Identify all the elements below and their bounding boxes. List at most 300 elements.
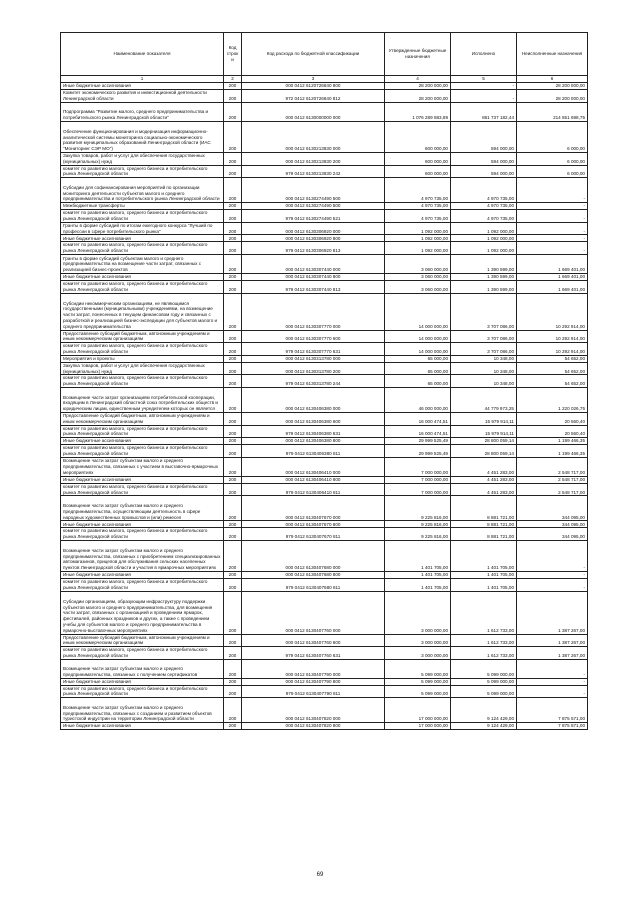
table-row xyxy=(61,203,588,210)
row-budget-code: 979 0412 6130407760 631 xyxy=(242,647,385,660)
row-unexecuted-amount: 54 652,00 xyxy=(517,362,588,375)
table-row xyxy=(61,457,588,476)
row-budget-code: 000 0412 6130307440 000 xyxy=(242,254,385,273)
row-indicator-name: комитет по развитию малого, среднего бизнеса и потребительского рынка Ленинградской области xyxy=(61,528,224,541)
row-budget-code: 000 0412 6130406380 600 xyxy=(242,412,385,425)
row-indicator-name: Возмещение части затрат организациям потребительской кооперации, входящим в Ленинградский областной союз потребительских обществ и юридическим лицам, единственным учредителем которых он является xyxy=(61,387,224,412)
row-executed-amount: 5 099 000,00 xyxy=(451,659,517,678)
table-row xyxy=(61,723,588,730)
row-budget-code: 000 0412 6120726840 800 xyxy=(242,83,385,90)
row-approved-amount: 4 970 735,00 xyxy=(385,210,451,223)
table-row xyxy=(61,90,588,103)
row-approved-amount: 14 000 000,00 xyxy=(385,293,451,330)
row-unexecuted-amount: 1 669 401,00 xyxy=(517,273,588,280)
row-executed-amount: 1 390 599,00 xyxy=(451,280,517,293)
row-budget-code: 000 0412 6130407680 000 xyxy=(242,540,385,571)
row-unexecuted-amount: 1 199 466,35 xyxy=(517,445,588,458)
row-unexecuted-amount: 7 875 571,00 xyxy=(517,723,588,730)
row-budget-code: 979 0412 6130406410 811 xyxy=(242,483,385,496)
row-budget-code: 979 0412 6130213830 242 xyxy=(242,165,385,178)
row-approved-amount: 1 076 289 883,89 xyxy=(385,103,451,122)
row-line-code: 200 xyxy=(224,83,242,90)
row-budget-code: 979 0412 6130406380 631 xyxy=(242,425,385,438)
row-executed-amount: 1 092 000,00 xyxy=(451,235,517,242)
row-budget-code: 000 0412 6130406410 800 xyxy=(242,476,385,483)
row-budget-code: 000 0412 6130407670 000 xyxy=(242,496,385,521)
row-indicator-name: Субсидии организациям, образующим инфраструктуру поддержки субъектов малого и среднего предпринимательства, для возмещения части затрат, связанных с организацией и проведением ярмарок, фестивалей, районных праздников и других, а также с проведением учебы для субъектов малого и среднего предпринимательства в ярмарочно-выставочных мероприятиях xyxy=(61,591,224,634)
row-approved-amount: 7 000 000,00 xyxy=(385,457,451,476)
row-indicator-name: Иные бюджетные ассигнования xyxy=(61,235,224,242)
row-budget-code: 979 0412 6130307440 813 xyxy=(242,280,385,293)
row-unexecuted-amount: - xyxy=(517,222,588,235)
row-unexecuted-amount: - xyxy=(517,571,588,578)
row-line-code: 200 xyxy=(224,242,242,255)
column-number: 4 xyxy=(385,76,451,83)
row-approved-amount: 29 999 525,49 xyxy=(385,445,451,458)
row-indicator-name: комитет по развитию малого, среднего бизнеса и потребительского рынка Ленинградской области xyxy=(61,343,224,356)
table-row xyxy=(61,496,588,521)
table-row xyxy=(61,165,588,178)
row-executed-amount: 8 881 721,00 xyxy=(451,528,517,541)
column-number: 6 xyxy=(517,76,588,83)
row-budget-code: 000 0412 6130313780 200 xyxy=(242,362,385,375)
table-row xyxy=(61,540,588,571)
table-row xyxy=(61,445,588,458)
row-line-code: 200 xyxy=(224,647,242,660)
row-executed-amount: 9 124 429,00 xyxy=(451,698,517,723)
row-executed-amount: 3 707 086,00 xyxy=(451,293,517,330)
row-indicator-name: Предоставление субсидий бюджетным, автономным учреждениям и иным некоммерческим организациям xyxy=(61,412,224,425)
row-approved-amount: 17 000 000,00 xyxy=(385,698,451,723)
row-approved-amount: 17 000 000,00 xyxy=(385,723,451,730)
row-line-code: 200 xyxy=(224,483,242,496)
row-indicator-name: Иные бюджетные ассигнования xyxy=(61,571,224,578)
row-budget-code: 000 0412 6130407820 800 xyxy=(242,723,385,730)
table-row xyxy=(61,659,588,678)
row-budget-code: 000 0412 6130213830 000 xyxy=(242,122,385,153)
row-indicator-name: Межбюджетные трансферты xyxy=(61,203,224,210)
table-row xyxy=(61,222,588,235)
row-budget-code: 000 0412 6130307440 800 xyxy=(242,273,385,280)
row-approved-amount: 3 060 000,00 xyxy=(385,280,451,293)
row-indicator-name: Возмещение части затрат субъектам малого и среднего предпринимательства, связанных с участием в выставочно-ярмарочных мероприятиях xyxy=(61,457,224,476)
row-unexecuted-amount: 20 560,40 xyxy=(517,425,588,438)
row-unexecuted-amount: 28 200 000,00 xyxy=(517,90,588,103)
row-executed-amount: 4 970 735,00 xyxy=(451,203,517,210)
row-approved-amount: 1 092 000,00 xyxy=(385,235,451,242)
row-executed-amount: - xyxy=(451,83,517,90)
row-executed-amount: 1 390 599,00 xyxy=(451,273,517,280)
row-line-code: 200 xyxy=(224,521,242,528)
row-budget-code: 979 0412 6130407680 811 xyxy=(242,578,385,591)
table-row xyxy=(61,242,588,255)
row-approved-amount: 1 401 705,00 xyxy=(385,571,451,578)
row-approved-amount: 3 060 000,00 xyxy=(385,273,451,280)
header-unexecuted: Неисполненные назначения xyxy=(517,33,588,76)
row-unexecuted-amount: 2 548 717,00 xyxy=(517,483,588,496)
row-budget-code: 000 0412 6130407680 800 xyxy=(242,571,385,578)
table-row xyxy=(61,521,588,528)
row-budget-code: 000 0412 6130406410 000 xyxy=(242,457,385,476)
row-executed-amount: 594 000,00 xyxy=(451,165,517,178)
table-body xyxy=(61,83,588,730)
row-budget-code: 979 0412 6130313780 244 xyxy=(242,375,385,388)
row-approved-amount: 28 200 000,00 xyxy=(385,90,451,103)
row-line-code: 200 xyxy=(224,222,242,235)
row-unexecuted-amount: - xyxy=(517,178,588,203)
row-indicator-name: Субсидии некоммерческим организациям, не являющимся государственными (муниципальными) учреждениями, на возмещение части затрат, понесенных в текущем финансовом году и связанных с разработкой и реализацией бизнес-экспедиции для субъектов малого и среднего предпринимательства xyxy=(61,293,224,330)
row-line-code: 200 xyxy=(224,90,242,103)
row-unexecuted-amount: - xyxy=(517,578,588,591)
row-unexecuted-amount: 1 669 401,00 xyxy=(517,254,588,273)
row-approved-amount: 9 225 816,00 xyxy=(385,496,451,521)
table-header-row xyxy=(61,33,588,76)
table-row xyxy=(61,235,588,242)
row-executed-amount: 1 612 733,00 xyxy=(451,647,517,660)
row-unexecuted-amount: 6 000,00 xyxy=(517,122,588,153)
row-approved-amount: 7 000 000,00 xyxy=(385,476,451,483)
table-row xyxy=(61,634,588,647)
row-indicator-name: комитет по развитию малого, среднего бизнеса и потребительского рынка Ленинградской области xyxy=(61,425,224,438)
row-executed-amount: 861 737 182,44 xyxy=(451,103,517,122)
row-line-code: 200 xyxy=(224,476,242,483)
row-unexecuted-amount: 344 095,00 xyxy=(517,528,588,541)
row-indicator-name: Обеспечение функционирования и модернизация информационно-аналитической системы мониторинга социально-экономического развития муниципальных образований Ленинградской области (ИАС "Мониторинг СЭР МО") xyxy=(61,122,224,153)
row-executed-amount: 4 451 283,00 xyxy=(451,457,517,476)
row-line-code: 200 xyxy=(224,178,242,203)
row-executed-amount: 1 401 705,00 xyxy=(451,571,517,578)
row-unexecuted-amount: 1 199 466,35 xyxy=(517,438,588,445)
row-unexecuted-amount: - xyxy=(517,235,588,242)
row-executed-amount: 1 401 705,00 xyxy=(451,540,517,571)
table-row xyxy=(61,387,588,412)
table-row xyxy=(61,178,588,203)
table-row xyxy=(61,578,588,591)
row-indicator-name: Мероприятия и проекты xyxy=(61,355,224,362)
header-executed: Исполнено xyxy=(451,33,517,76)
row-indicator-name: комитет по развитию малого, среднего бизнеса и потребительского рынка Ленинградской области xyxy=(61,242,224,255)
table-row xyxy=(61,698,588,723)
row-budget-code: 000 0412 6130406380 000 xyxy=(242,387,385,412)
row-budget-code: 979 0412 6130306920 813 xyxy=(242,242,385,255)
row-executed-amount: 10 348,00 xyxy=(451,375,517,388)
row-indicator-name: Иные бюджетные ассигнования xyxy=(61,521,224,528)
row-unexecuted-amount: - xyxy=(517,540,588,571)
row-approved-amount: 4 970 735,00 xyxy=(385,178,451,203)
header-approved: Утвержденные бюджетные назначения xyxy=(385,33,451,76)
row-executed-amount: 10 348,00 xyxy=(451,355,517,362)
table-row xyxy=(61,425,588,438)
row-executed-amount: 1 612 733,00 xyxy=(451,634,517,647)
table-row xyxy=(61,375,588,388)
row-unexecuted-amount: 1 387 267,00 xyxy=(517,634,588,647)
row-budget-code: 000 0412 6130306920 000 xyxy=(242,222,385,235)
row-approved-amount: 28 200 000,00 xyxy=(385,83,451,90)
table-row xyxy=(61,483,588,496)
row-unexecuted-amount: - xyxy=(517,210,588,223)
row-budget-code: 000 0412 6130407760 000 xyxy=(242,591,385,634)
row-indicator-name: комитет по развитию малого, среднего бизнеса и потребительского рынка Ленинградской области xyxy=(61,445,224,458)
table-row xyxy=(61,210,588,223)
row-indicator-name: Иные бюджетные ассигнования xyxy=(61,476,224,483)
row-executed-amount: 1 092 000,00 xyxy=(451,242,517,255)
row-line-code: 200 xyxy=(224,698,242,723)
row-unexecuted-amount: - xyxy=(517,203,588,210)
row-approved-amount: 5 099 000,00 xyxy=(385,685,451,698)
row-approved-amount: 1 401 705,00 xyxy=(385,578,451,591)
row-indicator-name: Возмещение части затрат субъектам малого и среднего предпринимательства, связанных с созданием и развитием объектов туристской индустрии на территории Ленинградской области xyxy=(61,698,224,723)
row-budget-code: 979 0412 6130274490 521 xyxy=(242,210,385,223)
header-indicator-name: Наименование показателя xyxy=(61,33,224,76)
row-line-code: 200 xyxy=(224,122,242,153)
table-row xyxy=(61,280,588,293)
row-executed-amount: 594 000,00 xyxy=(451,153,517,166)
row-indicator-name: комитет по развитию малого, среднего бизнеса и потребительского рынка Ленинградской области xyxy=(61,578,224,591)
table-row xyxy=(61,330,588,343)
row-budget-code: 000 0412 6130406380 800 xyxy=(242,438,385,445)
table-row xyxy=(61,678,588,685)
row-unexecuted-amount: - xyxy=(517,685,588,698)
row-budget-code: 000 0412 6130307770 000 xyxy=(242,293,385,330)
table-row xyxy=(61,591,588,634)
row-budget-code: 000 0412 6130407670 800 xyxy=(242,521,385,528)
row-line-code: 200 xyxy=(224,634,242,647)
row-executed-amount: 4 451 283,00 xyxy=(451,483,517,496)
table-row xyxy=(61,476,588,483)
row-line-code: 200 xyxy=(224,375,242,388)
page-number: 69 xyxy=(316,872,324,878)
table-row xyxy=(61,528,588,541)
row-approved-amount: 600 000,00 xyxy=(385,165,451,178)
row-budget-code: 979 0412 6130307770 631 xyxy=(242,343,385,356)
row-executed-amount: 28 800 059,14 xyxy=(451,438,517,445)
row-indicator-name: Иные бюджетные ассигнования xyxy=(61,273,224,280)
row-unexecuted-amount: 54 652,00 xyxy=(517,375,588,388)
row-unexecuted-amount: 10 292 914,00 xyxy=(517,330,588,343)
row-executed-amount: 1 612 733,00 xyxy=(451,591,517,634)
row-line-code: 200 xyxy=(224,678,242,685)
row-approved-amount: 3 000 000,00 xyxy=(385,647,451,660)
table-row xyxy=(61,293,588,330)
row-line-code: 200 xyxy=(224,457,242,476)
row-indicator-name: комитет по развитию малого, среднего бизнеса и потребительского рынка Ленинградской области xyxy=(61,280,224,293)
row-approved-amount: 65 000,00 xyxy=(385,375,451,388)
row-executed-amount: 8 881 721,00 xyxy=(451,521,517,528)
table-row xyxy=(61,343,588,356)
row-executed-amount: 44 779 973,25 xyxy=(451,387,517,412)
row-budget-code: 000 0412 6130213830 200 xyxy=(242,153,385,166)
row-line-code: 200 xyxy=(224,343,242,356)
row-line-code: 200 xyxy=(224,445,242,458)
row-unexecuted-amount: 10 292 914,00 xyxy=(517,343,588,356)
row-indicator-name: Возмещение части затрат субъектам малого и среднего предпринимательства, связанных с приобретением специализированных автомагазинов, прицепов для обслуживания сельских населенных пунктов Ленинградской области и участия в ярмарочных мероприятиях xyxy=(61,540,224,571)
row-executed-amount: 28 800 059,14 xyxy=(451,445,517,458)
row-unexecuted-amount: 20 560,40 xyxy=(517,412,588,425)
row-line-code: 200 xyxy=(224,330,242,343)
row-line-code: 200 xyxy=(224,571,242,578)
row-approved-amount: 14 000 000,00 xyxy=(385,330,451,343)
row-unexecuted-amount: 1 669 401,00 xyxy=(517,280,588,293)
table-row xyxy=(61,273,588,280)
report-sheet xyxy=(60,32,587,730)
row-indicator-name: Закупка товаров, работ и услуг для обеспечения государственных (муниципальных) нужд xyxy=(61,153,224,166)
row-line-code: 200 xyxy=(224,723,242,730)
table-row xyxy=(61,122,588,153)
row-executed-amount: 1 092 000,00 xyxy=(451,222,517,235)
row-indicator-name: Иные бюджетные ассигнования xyxy=(61,438,224,445)
row-indicator-name: Предоставление субсидий бюджетным, автономным учреждениям и иным некоммерческим организациям xyxy=(61,634,224,647)
row-approved-amount: 600 000,00 xyxy=(385,122,451,153)
row-line-code: 200 xyxy=(224,496,242,521)
row-approved-amount: 16 000 474,51 xyxy=(385,412,451,425)
row-approved-amount: 600 000,00 xyxy=(385,153,451,166)
row-executed-amount: 15 979 914,11 xyxy=(451,425,517,438)
row-indicator-name: Иные бюджетные ассигнования xyxy=(61,83,224,90)
header-budget-code: Код расхода по бюджетной классификации xyxy=(242,33,385,76)
row-approved-amount: 16 000 474,51 xyxy=(385,425,451,438)
row-indicator-name: Гранты в форме субсидий по итогам ежегодного конкурса "Лучший по профессии в сфере потребительского рынка" xyxy=(61,222,224,235)
row-indicator-name: Закупка товаров, работ и услуг для обеспечения государственных (муниципальных) нужд xyxy=(61,362,224,375)
table-row xyxy=(61,412,588,425)
row-line-code: 200 xyxy=(224,153,242,166)
row-unexecuted-amount: - xyxy=(517,242,588,255)
row-line-code: 200 xyxy=(224,362,242,375)
row-line-code: 200 xyxy=(224,591,242,634)
row-approved-amount: 3 000 000,00 xyxy=(385,591,451,634)
row-indicator-name: Гранты в форме субсидий субъектам малого и среднего предпринимательства на возмещение части затрат, связанных с реализацией бизнес-проектов xyxy=(61,254,224,273)
row-indicator-name: Предоставление субсидий бюджетным, автономным учреждениям и иным некоммерческим организациям xyxy=(61,330,224,343)
row-executed-amount: 3 707 086,00 xyxy=(451,343,517,356)
row-approved-amount: 9 225 816,00 xyxy=(385,528,451,541)
row-approved-amount: 14 000 000,00 xyxy=(385,343,451,356)
row-approved-amount: 9 225 816,00 xyxy=(385,521,451,528)
row-line-code: 200 xyxy=(224,210,242,223)
row-unexecuted-amount: 1 387 267,00 xyxy=(517,647,588,660)
row-budget-code: 000 0412 6130274490 500 xyxy=(242,178,385,203)
header-line-code: Код строки xyxy=(224,33,242,76)
row-executed-amount: 594 000,00 xyxy=(451,122,517,153)
row-unexecuted-amount: 28 200 000,00 xyxy=(517,83,588,90)
row-line-code: 200 xyxy=(224,203,242,210)
row-executed-amount: 4 451 283,00 xyxy=(451,476,517,483)
column-number-row xyxy=(61,76,588,83)
row-indicator-name: комитет по развитию малого, среднего бизнеса и потребительского рынка Ленинградской области xyxy=(61,375,224,388)
row-unexecuted-amount: - xyxy=(517,678,588,685)
row-line-code: 200 xyxy=(224,387,242,412)
row-unexecuted-amount: - xyxy=(517,659,588,678)
row-executed-amount: 1 401 705,00 xyxy=(451,578,517,591)
row-approved-amount: 4 970 735,00 xyxy=(385,203,451,210)
row-budget-code: 000 0412 6130407790 800 xyxy=(242,678,385,685)
column-number: 2 xyxy=(224,76,242,83)
row-budget-code: 000 0412 6130274490 500 xyxy=(242,203,385,210)
row-approved-amount: 7 000 000,00 xyxy=(385,483,451,496)
row-indicator-name: комитет по развитию малого, среднего бизнеса и потребительского рынка Ленинградской области xyxy=(61,685,224,698)
row-line-code: 200 xyxy=(224,355,242,362)
row-unexecuted-amount: 1 220 026,75 xyxy=(517,387,588,412)
row-indicator-name: Комитет экономического развития и инвестиционной деятельности Ленинградской области xyxy=(61,90,224,103)
row-budget-code: 000 0412 6130313780 000 xyxy=(242,355,385,362)
row-line-code: 200 xyxy=(224,165,242,178)
row-budget-code: 000 0412 6130407760 600 xyxy=(242,634,385,647)
row-budget-code: 000 0412 6130306920 800 xyxy=(242,235,385,242)
row-approved-amount: 1 092 000,00 xyxy=(385,242,451,255)
row-unexecuted-amount: 344 095,00 xyxy=(517,521,588,528)
row-unexecuted-amount: 6 000,00 xyxy=(517,153,588,166)
row-line-code: 200 xyxy=(224,425,242,438)
row-unexecuted-amount: 2 548 717,00 xyxy=(517,476,588,483)
row-approved-amount: 46 000 000,00 xyxy=(385,387,451,412)
row-indicator-name: комитет по развитию малого, среднего бизнеса и потребительского рынка Ленинградской области xyxy=(61,210,224,223)
row-unexecuted-amount: 7 875 571,00 xyxy=(517,698,588,723)
row-indicator-name: Иные бюджетные ассигнования xyxy=(61,678,224,685)
row-indicator-name: Возмещение части затрат субъектам малого и среднего предпринимательства, связанных с получением сертификатов xyxy=(61,659,224,678)
row-line-code: 200 xyxy=(224,273,242,280)
table-row xyxy=(61,83,588,90)
row-line-code: 200 xyxy=(224,540,242,571)
row-approved-amount: 5 099 000,00 xyxy=(385,659,451,678)
row-unexecuted-amount: 10 292 914,00 xyxy=(517,293,588,330)
table-row xyxy=(61,647,588,660)
row-approved-amount: 5 099 000,00 xyxy=(385,678,451,685)
table-row xyxy=(61,103,588,122)
row-indicator-name: Иные бюджетные ассигнования xyxy=(61,723,224,730)
table-row xyxy=(61,153,588,166)
row-executed-amount: 8 881 721,00 xyxy=(451,496,517,521)
table-row xyxy=(61,254,588,273)
table-row xyxy=(61,438,588,445)
row-approved-amount: 1 092 000,00 xyxy=(385,222,451,235)
row-budget-code: 000 0412 6130407790 000 xyxy=(242,659,385,678)
row-budget-code: 979 0412 6130407790 811 xyxy=(242,685,385,698)
row-line-code: 200 xyxy=(224,659,242,678)
row-indicator-name: Субсидии для софинансирования мероприятий по организации мониторинга деятельности субъектов малого и среднего предпринимательства и потребительского рынка Ленинградской области xyxy=(61,178,224,203)
row-unexecuted-amount: 54 652,00 xyxy=(517,355,588,362)
row-indicator-name: Подпрограмма "Развитие малого, среднего предпринимательства и потребительского рынка Ленинградской области" xyxy=(61,103,224,122)
row-executed-amount: 3 707 086,00 xyxy=(451,330,517,343)
row-line-code: 200 xyxy=(224,438,242,445)
row-indicator-name: Возмещение части затрат субъектам малого и среднего предпринимательства, осуществляющим деятельность в сфере народных художественных промыслов и (или) ремесел xyxy=(61,496,224,521)
row-line-code: 200 xyxy=(224,293,242,330)
row-line-code: 200 xyxy=(224,578,242,591)
table-row xyxy=(61,355,588,362)
row-budget-code: 979 0412 6130407670 811 xyxy=(242,528,385,541)
row-approved-amount: 3 060 000,00 xyxy=(385,254,451,273)
row-line-code: 200 xyxy=(224,528,242,541)
row-executed-amount: 1 390 599,00 xyxy=(451,254,517,273)
row-executed-amount: 5 099 000,00 xyxy=(451,678,517,685)
row-budget-code: 000 0412 6130407820 000 xyxy=(242,698,385,723)
row-budget-code: 979 0412 6130406380 811 xyxy=(242,445,385,458)
row-approved-amount: 1 401 705,00 xyxy=(385,540,451,571)
row-budget-code: 000 0412 6130000000 000 xyxy=(242,103,385,122)
row-budget-code: 000 0412 6130307770 600 xyxy=(242,330,385,343)
column-number: 5 xyxy=(451,76,517,83)
row-indicator-name: комитет по развитию малого, среднего бизнеса и потребительского рынка Ленинградской области xyxy=(61,647,224,660)
row-indicator-name: комитет по развитию малого, среднего бизнеса и потребительского рынка Ленинградской области xyxy=(61,165,224,178)
row-executed-amount: 10 348,00 xyxy=(451,362,517,375)
row-indicator-name: комитет по развитию малого, среднего бизнеса и потребительского рынка Ленинградской области xyxy=(61,483,224,496)
column-number: 1 xyxy=(61,76,224,83)
row-approved-amount: 65 000,00 xyxy=(385,362,451,375)
row-line-code: 200 xyxy=(224,685,242,698)
row-budget-code: 972 0412 6120726840 812 xyxy=(242,90,385,103)
row-executed-amount: 15 979 914,11 xyxy=(451,412,517,425)
row-executed-amount: 9 124 429,00 xyxy=(451,723,517,730)
row-approved-amount: 29 999 525,49 xyxy=(385,438,451,445)
row-unexecuted-amount: 1 387 267,00 xyxy=(517,591,588,634)
column-number: 3 xyxy=(242,76,385,83)
